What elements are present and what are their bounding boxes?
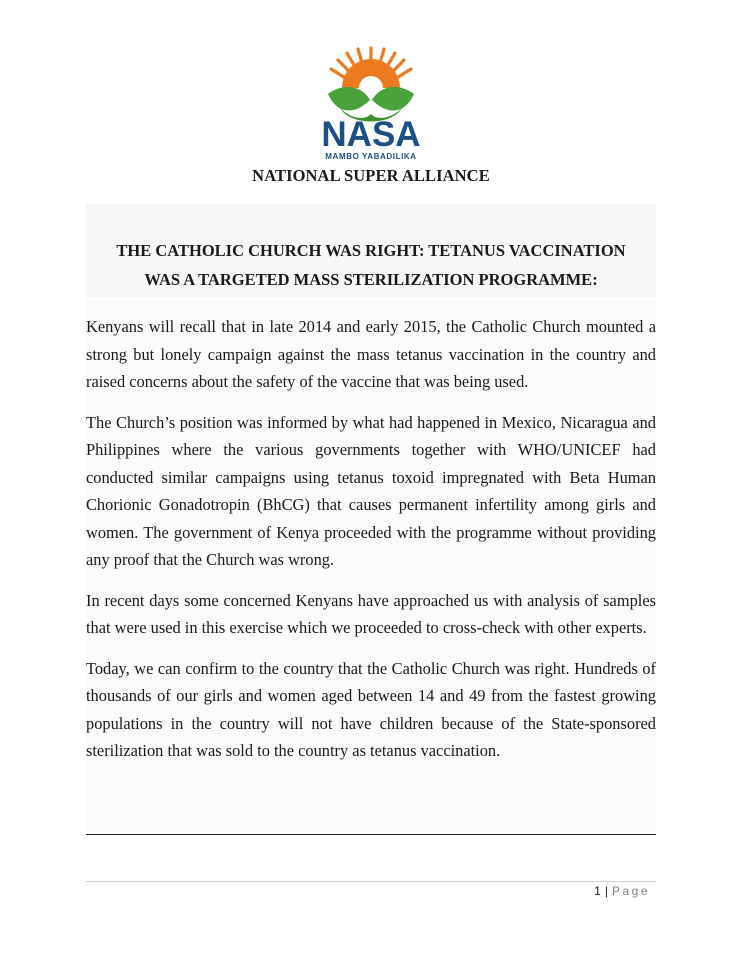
paragraph-4: Today, we can confirm to the country that the Catholic Church was right. Hundreds of thousands of our girls and women aged between 14 and 49 from the fastest growing populations in the country will not have children because of the State-sponsored sterilization that was sold to the country as tetanus vaccination. — [86, 658, 656, 760]
paragraph-2: The Church’s position was informed by what had happened in Mexico, Nicaragua and Philippines where the various governments together with WHO/UNICEF had conducted similar campaigns using tetanus toxoid impregnated with Beta Human Chorionic Gonadotropin (BhCG) that causes permanent infertility among girls and women. The government of Kenya proceeded with the programme without providing any proof that the Church was wrong. — [86, 412, 656, 569]
headline-line-1: THE CATHOLIC CHURCH WAS RIGHT: TETANUS VACCINATION — [116, 241, 626, 260]
press-release-body — [86, 313, 656, 778]
paragraph-3: In recent days some concerned Kenyans have approached us with analysis of samples that were used in this exercise which we proceeded to cross-check with other experts. — [86, 590, 656, 637]
headline-line-2: WAS A TARGETED MASS STERILIZATION PROGRAMME: — [144, 270, 598, 289]
press-release-headline — [86, 236, 656, 294]
body-divider — [86, 834, 656, 835]
page-separator: | — [604, 884, 608, 898]
organization-name: NATIONAL SUPER ALLIANCE — [252, 166, 490, 185]
logo-tagline: MAMBO YABADILIKA — [325, 152, 417, 161]
page-footer — [594, 884, 650, 898]
footer-divider — [86, 881, 656, 882]
sunrise-leaf-logo-icon — [300, 38, 442, 164]
paragraph-1: Kenyans will recall that in late 2014 and early 2015, the Catholic Church mounted a strong but lonely campaign against the mass tetanus vaccination in the country and raised concerns about the safety of the vaccine that was being used. — [86, 317, 656, 391]
nasa-logo — [300, 38, 442, 164]
page-label: Page — [611, 884, 650, 898]
logo-wordmark: NASA — [321, 115, 421, 154]
page-number: 1 — [594, 884, 601, 898]
